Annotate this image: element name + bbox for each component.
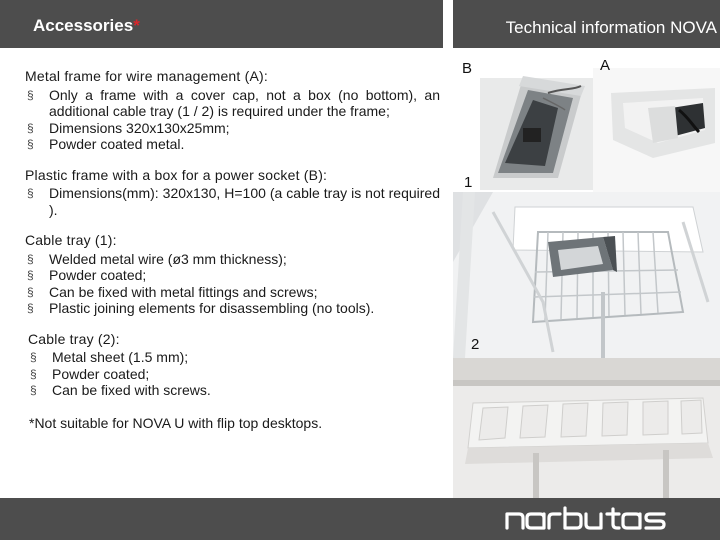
frames-illustration (453, 48, 720, 192)
section-cable-tray-1 (25, 232, 440, 317)
title-asterisk: * (133, 16, 140, 35)
label-1: 1 (464, 174, 473, 191)
list-item: § Only a frame with a cover cap, not a box (no bottom), an additional cable tray (1 / 2) is required under the frame; (25, 87, 440, 120)
list-item: § Metal sheet (1.5 mm); (28, 349, 440, 366)
bullet-list (25, 87, 440, 153)
photo-cable-tray-1 (453, 192, 720, 358)
section-heading: Metal frame for wire management (A): (25, 68, 268, 84)
bullet-list (25, 251, 440, 317)
list-item: § Can be fixed with metal fittings and screws; (25, 284, 440, 301)
section-heading: Plastic frame with a box for a power socket (B): (25, 166, 328, 183)
photo-frames-a-b (453, 48, 720, 192)
wire-tray-illustration (453, 192, 720, 358)
list-item: § Welded metal wire (ø3 mm thickness); (25, 251, 440, 268)
header-divider (443, 0, 453, 48)
section-metal-frame (25, 68, 440, 153)
label-b: B (462, 60, 473, 77)
list-item: § Dimensions(mm): 320x130, H=100 (a cable tray is not required ). (25, 185, 440, 218)
list-item: § Powder coated; (28, 366, 440, 383)
bullet-list (28, 349, 440, 399)
list-item: § Can be fixed with screws. (28, 382, 440, 399)
spec-text (25, 68, 440, 431)
label-a: A (600, 57, 611, 74)
header-bar-right (453, 0, 720, 48)
footnote: *Not suitable for NOVA U with flip top desktops. (29, 414, 323, 431)
section-plastic-frame (25, 167, 440, 219)
list-item: § Powder coated; (25, 267, 440, 284)
label-2: 2 (471, 336, 480, 353)
metal-tray-illustration (453, 358, 720, 498)
section-cable-tray-2 (28, 331, 440, 399)
bullet-list (25, 185, 440, 218)
photo-cable-tray-2 (453, 358, 720, 498)
section-title: Technical information NOVA (505, 18, 717, 37)
list-item: § Plastic joining elements for disassembling (no tools). (25, 300, 440, 317)
section-heading: Cable tray (1): (25, 232, 117, 248)
footer-bar (0, 498, 720, 540)
narbutas-logo (504, 506, 668, 532)
page-title: Accessories* (33, 16, 140, 35)
section-heading: Cable tray (2): (28, 330, 120, 347)
list-item: § Powder coated metal. (25, 136, 440, 153)
list-item: § Dimensions 320x130x25mm; (25, 120, 440, 137)
header-bar-left (0, 0, 443, 48)
